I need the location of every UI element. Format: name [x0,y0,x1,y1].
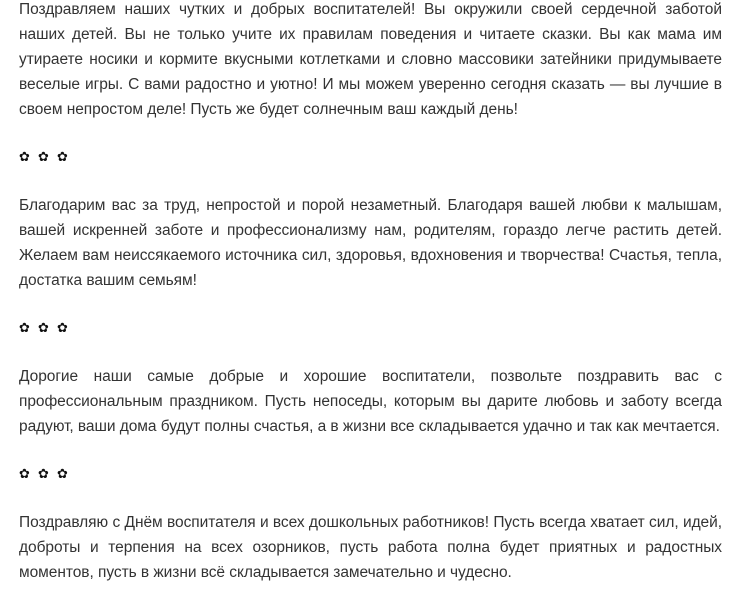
greeting-paragraph-4: Поздравляю с Днём воспитателя и всех дошкольных работников! Пусть всегда хватает сил, идей, доброты и терпения на всех озорников, пусть работа полна будет приятных и радостных моментов, пусть в жизни всё складывается замечательно и чудесно. [19,514,722,581]
flower-icon-row: ✿ ✿ ✿ [19,150,70,165]
greeting-paragraph-1: Поздравляем наших чутких и добрых воспитателей! Вы окружили своей сердечной заботой наших детей. Вы не только учите их правилам поведения и читаете сказки. Вы как мама им утираете носики и кормите вкусными котлетками и словно массовики затейники придумываете веселые игры. С вами радостно и уютно! И мы можем уверенно сегодня сказать — вы лучшие в своем непростом деле! Пусть же будет солнечным ваш каждый день! [19,1,722,118]
flower-separator-2 [19,316,722,341]
greeting-paragraph-2: Благодарим вас за труд, непростой и порой незаметный. Благодаря вашей любви к малышам, вашей искренней заботе и профессионализму нам, родителям, гораздо легче растить детей. Желаем вам неиссякаемого источника сил, здоровья, вдохновения и творчества! Счастья, тепла, достатка вашим семьям! [19,197,722,289]
article-body [19,0,722,585]
flower-separator-3 [19,462,722,487]
flower-separator-1 [19,145,722,170]
greeting-paragraph-3: Дорогие наши самые добрые и хорошие воспитатели, позвольте поздравить вас с профессиональным праздником. Пусть непоседы, которым вы дарите любовь и заботу всегда радуют, ваши дома будут полны счастья, а в жизни все складывается удачно и так как мечтается. [19,368,722,435]
flower-icon-row: ✿ ✿ ✿ [19,321,70,336]
flower-icon-row: ✿ ✿ ✿ [19,467,70,482]
